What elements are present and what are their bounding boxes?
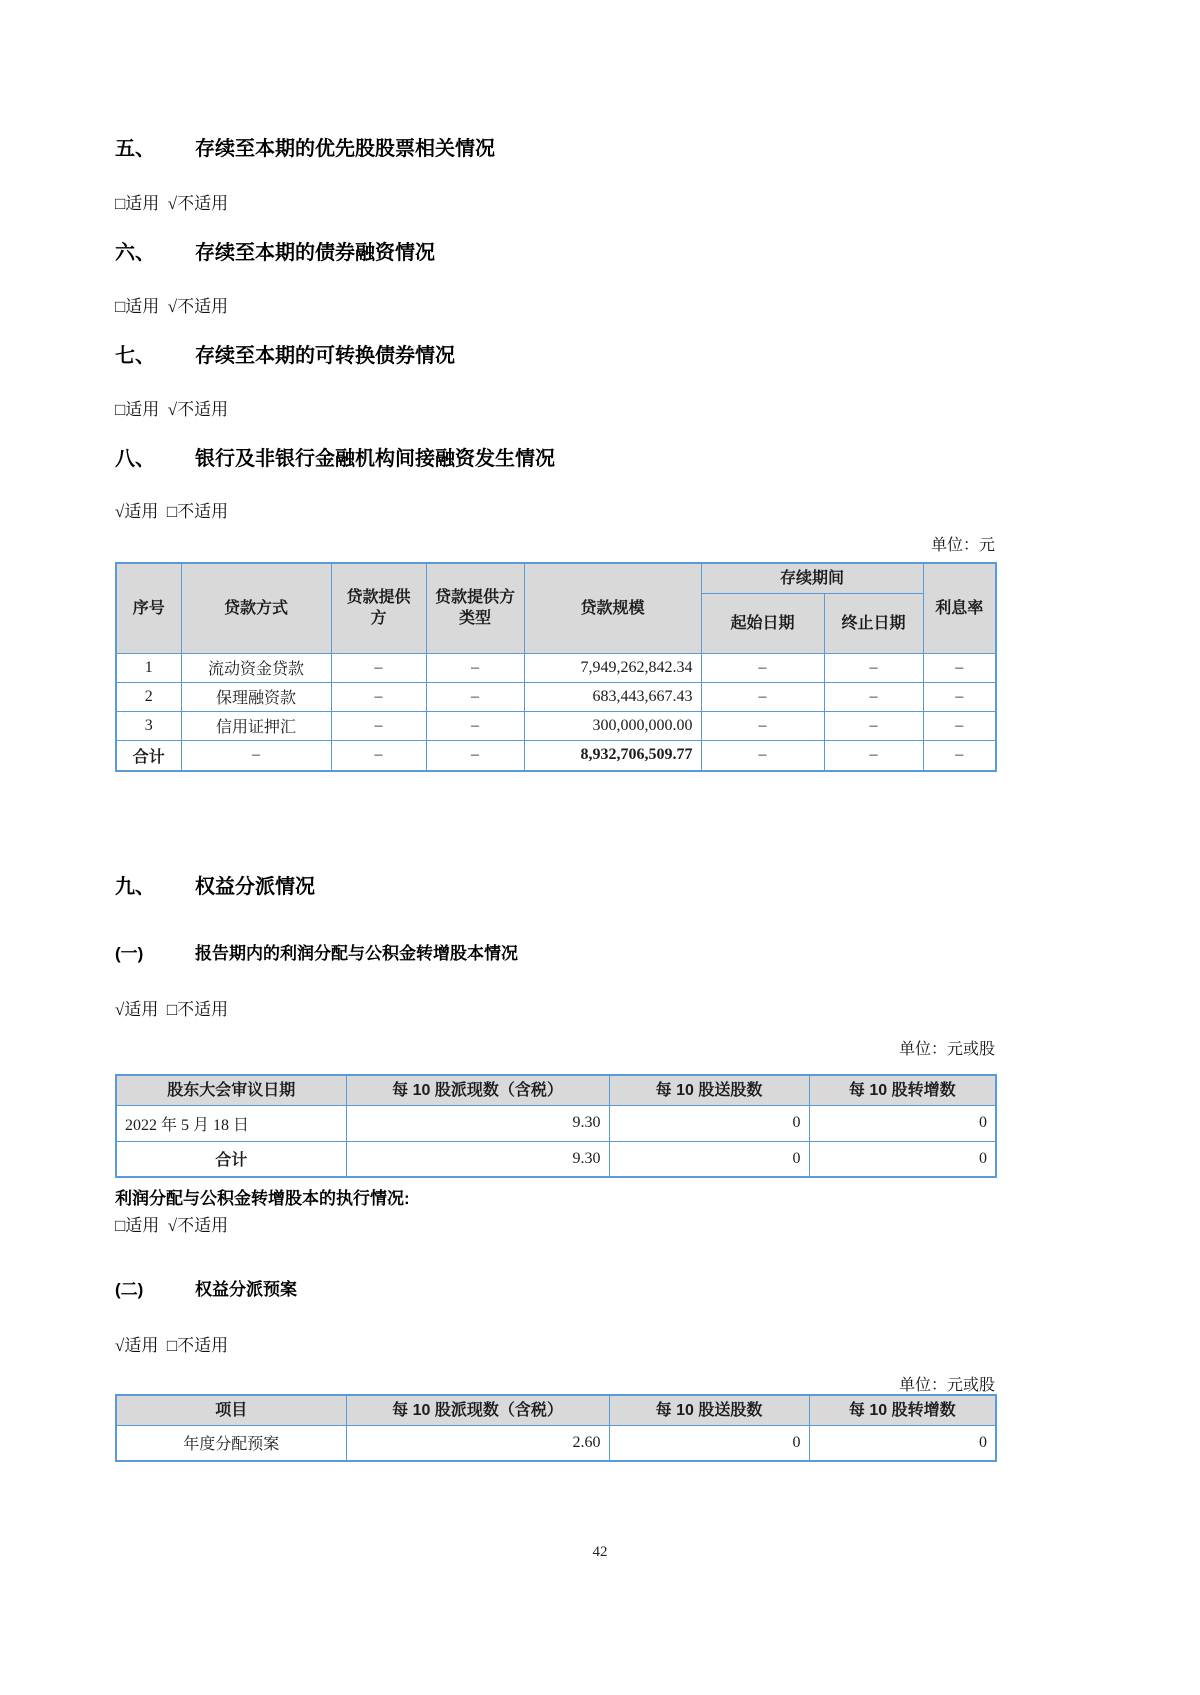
section-8-title: 银行及非银行金融机构间接融资发生情况 xyxy=(195,448,555,470)
section-9-2-applicability: √适用 □不适用 xyxy=(115,1336,229,1355)
loan-header-provider: 贷款提供方 xyxy=(331,563,426,653)
loan-row1-provider-type: – xyxy=(426,653,524,682)
loan-header-seq: 序号 xyxy=(116,563,181,653)
loan-header-duration: 存续期间 xyxy=(701,563,923,593)
dividend-total-label: 合计 xyxy=(116,1141,346,1177)
plan-row1-item: 年度分配预案 xyxy=(116,1425,346,1461)
section-9-2-title: 权益分派预案 xyxy=(195,1280,297,1299)
section-6-heading xyxy=(115,240,995,266)
plan-header-item: 项目 xyxy=(116,1395,346,1425)
section-5-heading xyxy=(115,136,995,162)
section-9-2-number: (二) xyxy=(115,1280,144,1299)
dividend-total-bonus: 0 xyxy=(609,1141,809,1177)
loan-total-start: – xyxy=(701,740,824,771)
section-5-title: 存续至本期的优先股股票相关情况 xyxy=(195,138,495,160)
dividend-total-cash: 9.30 xyxy=(346,1141,609,1177)
loan-row2-end: – xyxy=(824,682,923,711)
loan-row3-provider: – xyxy=(331,711,426,740)
loan-row1-rate: – xyxy=(923,653,996,682)
section-6-number: 六、 xyxy=(115,242,155,264)
unit-label-yuan-or-share-2: 单位：元或股 xyxy=(898,1377,995,1394)
dividend-header-transfer: 每 10 股转增数 xyxy=(809,1075,996,1105)
loan-table-row xyxy=(116,682,996,711)
loan-total-provider-type: – xyxy=(426,740,524,771)
plan-table-row xyxy=(116,1425,996,1461)
loan-total-label: 合计 xyxy=(116,740,181,771)
loan-row2-provider: – xyxy=(331,682,426,711)
loan-header-start-date: 起始日期 xyxy=(701,593,824,653)
plan-header-cash: 每 10 股派现数（含税） xyxy=(346,1395,609,1425)
unit-label-yuan-or-share-1: 单位：元或股 xyxy=(898,1041,995,1058)
section-6-applicability: □适用 √不适用 xyxy=(115,297,229,316)
section-8-number: 八、 xyxy=(115,448,155,470)
dividend-table-total-row xyxy=(116,1141,996,1177)
dividend-header-cash: 每 10 股派现数（含税） xyxy=(346,1075,609,1105)
plan-row1-cash: 2.60 xyxy=(346,1425,609,1461)
dividend-row1-transfer: 0 xyxy=(809,1105,996,1141)
plan-row1-bonus: 0 xyxy=(609,1425,809,1461)
loan-row3-method: 信用证押汇 xyxy=(181,711,331,740)
loan-row2-rate: – xyxy=(923,682,996,711)
loan-row1-scale: 7,949,262,842.34 xyxy=(524,653,701,682)
loan-row2-provider-type: – xyxy=(426,682,524,711)
loan-total-provider: – xyxy=(331,740,426,771)
plan-row1-transfer: 0 xyxy=(809,1425,996,1461)
page-number: 42 xyxy=(592,1544,608,1560)
plan-header-bonus: 每 10 股送股数 xyxy=(609,1395,809,1425)
loan-row2-scale: 683,443,667.43 xyxy=(524,682,701,711)
plan-table-container xyxy=(115,1394,995,1462)
loan-table-row xyxy=(116,653,996,682)
loan-row2-method: 保理融资款 xyxy=(181,682,331,711)
loan-row2-seq: 2 xyxy=(116,682,181,711)
loan-total-scale: 8,932,706,509.77 xyxy=(524,740,701,771)
dividend-table-container xyxy=(115,1074,995,1178)
execution-note: 利润分配与公积金转增股本的执行情况: xyxy=(115,1189,410,1208)
loan-row1-start: – xyxy=(701,653,824,682)
dividend-header-bonus: 每 10 股送股数 xyxy=(609,1075,809,1105)
loan-table-total-row xyxy=(116,740,996,771)
section-5-number: 五、 xyxy=(115,138,155,160)
section-9-2-heading xyxy=(115,1278,995,1302)
section-8-heading xyxy=(115,446,995,472)
dividend-total-transfer: 0 xyxy=(809,1141,996,1177)
unit-label-yuan: 单位：元 xyxy=(930,537,995,554)
dividend-table xyxy=(115,1074,997,1178)
loan-header-end-date: 终止日期 xyxy=(824,593,923,653)
dividend-row1-date: 2022 年 5 月 18 日 xyxy=(116,1105,346,1141)
loan-row1-provider: – xyxy=(331,653,426,682)
loan-header-rate: 利息率 xyxy=(923,563,996,653)
section-9-heading xyxy=(115,874,995,900)
loan-table-row xyxy=(116,711,996,740)
section-9-title: 权益分派情况 xyxy=(195,876,315,898)
loan-row3-scale: 300,000,000.00 xyxy=(524,711,701,740)
section-5-applicability: □适用 √不适用 xyxy=(115,194,229,213)
loan-total-end: – xyxy=(824,740,923,771)
loan-row3-seq: 3 xyxy=(116,711,181,740)
loan-row1-method: 流动资金贷款 xyxy=(181,653,331,682)
section-9-1-number: (一) xyxy=(115,944,144,963)
loan-total-rate: – xyxy=(923,740,996,771)
section-7-applicability: □适用 √不适用 xyxy=(115,400,229,419)
loan-header-method: 贷款方式 xyxy=(181,563,331,653)
plan-header-transfer: 每 10 股转增数 xyxy=(809,1395,996,1425)
loan-total-method: – xyxy=(181,740,331,771)
dividend-table-row xyxy=(116,1105,996,1141)
loan-header-provider-type: 贷款提供方类型 xyxy=(426,563,524,653)
execution-applicability: □适用 √不适用 xyxy=(115,1216,229,1235)
loan-table-container xyxy=(115,562,995,772)
plan-table xyxy=(115,1394,997,1462)
dividend-row1-bonus: 0 xyxy=(609,1105,809,1141)
loan-row3-rate: – xyxy=(923,711,996,740)
loan-row3-provider-type: – xyxy=(426,711,524,740)
section-9-1-heading xyxy=(115,942,995,966)
loan-header-scale: 贷款规模 xyxy=(524,563,701,653)
section-8-applicability: √适用 □不适用 xyxy=(115,502,229,521)
loan-row1-end: – xyxy=(824,653,923,682)
section-9-number: 九、 xyxy=(115,876,155,898)
section-6-title: 存续至本期的债券融资情况 xyxy=(195,242,435,264)
loan-row1-seq: 1 xyxy=(116,653,181,682)
dividend-header-date: 股东大会审议日期 xyxy=(116,1075,346,1105)
loan-row2-start: – xyxy=(701,682,824,711)
loan-row3-end: – xyxy=(824,711,923,740)
section-9-1-title: 报告期内的利润分配与公积金转增股本情况 xyxy=(195,944,518,963)
section-7-title: 存续至本期的可转换债券情况 xyxy=(195,345,455,367)
dividend-row1-cash: 9.30 xyxy=(346,1105,609,1141)
loan-table xyxy=(115,562,997,772)
section-7-heading xyxy=(115,343,995,369)
section-7-number: 七、 xyxy=(115,345,155,367)
loan-row3-start: – xyxy=(701,711,824,740)
section-9-1-applicability: √适用 □不适用 xyxy=(115,1000,229,1019)
